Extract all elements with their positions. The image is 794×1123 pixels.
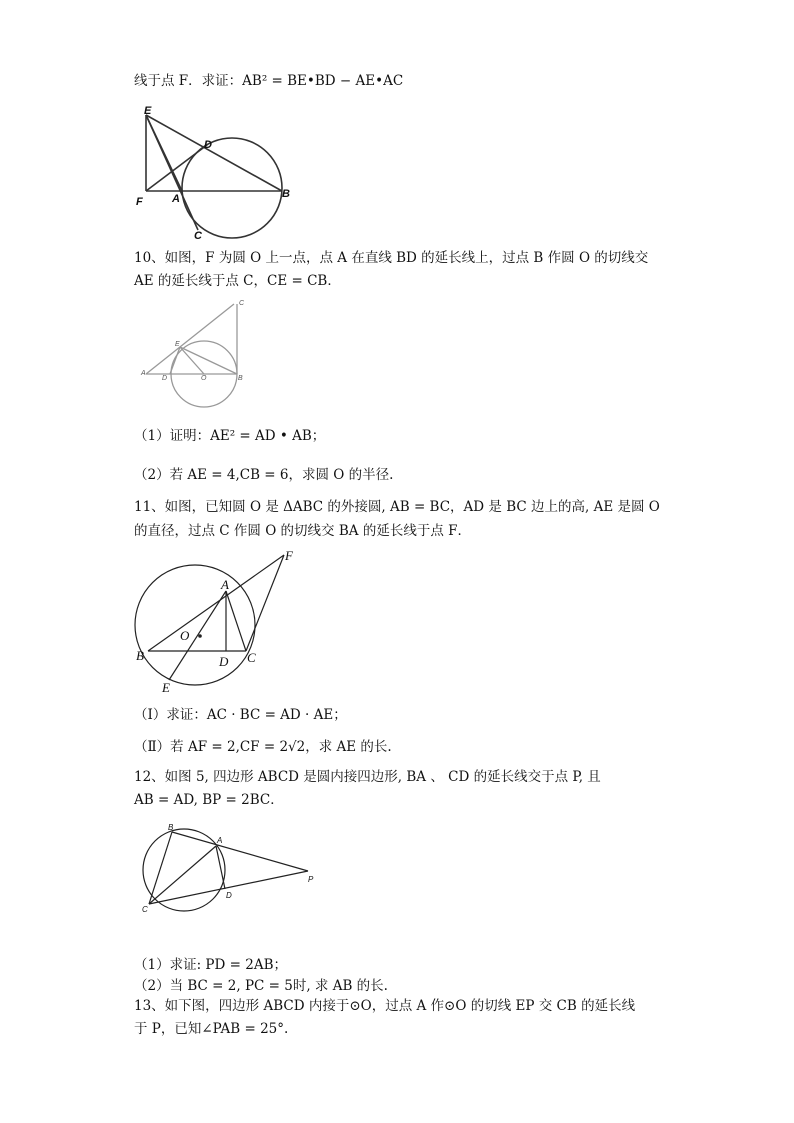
q10-part-1: （1）证明：AE² = AD • AB； (134, 428, 326, 444)
figure-q11 (134, 546, 304, 698)
fig12-label-b: B (168, 823, 174, 832)
fig12-line-ac (149, 846, 216, 904)
figure-q12 (136, 820, 320, 920)
q10-stem-line-1: 10、如图，F 为圆 O 上一点，点 A 在直线 BD 的延长线上，过点 B 作圆 O 的切线交 (134, 250, 649, 266)
fig10-label-e: E (175, 341, 180, 348)
q12-part-2: （2）当 BC = 2, PC = 5时, 求 AB 的长. (134, 978, 388, 994)
q9-tail-line: 线于点 F．求证：AB² = BE•BD − AE•AC (134, 73, 404, 89)
fig9-label-b: B (282, 188, 290, 200)
fig11-label-c: C (247, 650, 256, 665)
q12-stem-line-2: AB = AD, BP = 2BC． (134, 792, 284, 808)
fig12-label-a: A (217, 836, 223, 845)
fig10-label-d: D (162, 375, 168, 382)
q12-stem-line-1: 12、如图 5, 四边形 ABCD 是圆内接四边形, BA 、 CD 的延长线交于点 P, 且 (134, 769, 601, 785)
fig11-label-e: E (162, 680, 170, 695)
fig12-label-d: D (226, 891, 232, 900)
fig11-label-b: B (136, 648, 144, 663)
fig10-label-c: C (239, 300, 245, 307)
q11-stem-line-2: 的直径，过点 C 作圆 O 的切线交 BA 的延长线于点 F． (134, 523, 471, 539)
fig9-label-a: A (172, 193, 180, 205)
fig11-line-cf (246, 555, 284, 651)
fig10-label-b: B (238, 375, 243, 382)
fig9-label-f: F (136, 196, 143, 208)
fig12-label-c: C (142, 905, 148, 914)
figure-q9 (134, 104, 294, 242)
fig12-line-bp (172, 832, 308, 871)
q13-stem-line-1: 13、如下图，四边形 ABCD 内接于⊙O，过点 A 作⊙O 的切线 EP 交 CB 的延长线 (134, 998, 636, 1014)
fig11-label-a: A (221, 577, 229, 592)
fig12-line-bc (149, 832, 172, 904)
fig11-label-f: F (285, 548, 293, 563)
fig11-label-d: D (219, 654, 229, 669)
q11-part-1: （Ⅰ）求证：AC · BC = AD · AE； (134, 707, 347, 723)
fig10-label-a: A (141, 370, 146, 377)
q11-stem-line-1: 11、如图，已知圆 O 是 ΔABC 的外接圆, AB = BC，AD 是 BC 边上的高, AE 是圆 O (134, 499, 660, 515)
fig9-label-d: D (204, 139, 212, 151)
fig10-label-o: O (201, 375, 207, 382)
fig9-line-eb (146, 115, 282, 191)
fig11-center-dot (198, 634, 202, 638)
fig9-label-e: E (144, 105, 152, 117)
q10-stem-line-2: AE 的延长线于点 C，CE = CB． (134, 273, 341, 289)
fig11-line-ae (169, 591, 226, 680)
q10-part-2: （2）若 AE = 4,CB = 6，求圆 O 的半径. (134, 467, 394, 483)
q11-part-2: （Ⅱ）若 AF = 2,CF = 2√2，求 AE 的长. (134, 739, 392, 755)
fig10-line-ac (146, 304, 234, 374)
fig10-line-eo (180, 347, 204, 374)
q13-stem-line-2: 于 P，已知∠PAB = 25°. (134, 1021, 289, 1037)
fig11-line-ac (226, 591, 246, 651)
fig9-label-c: C (194, 230, 202, 242)
fig9-line-ec (146, 115, 198, 230)
figure-q10 (140, 296, 252, 408)
q12-part-1: （1）求证: PD = 2AB； (134, 957, 287, 973)
fig11-label-o: O (180, 628, 190, 643)
fig12-label-p: P (308, 875, 314, 884)
